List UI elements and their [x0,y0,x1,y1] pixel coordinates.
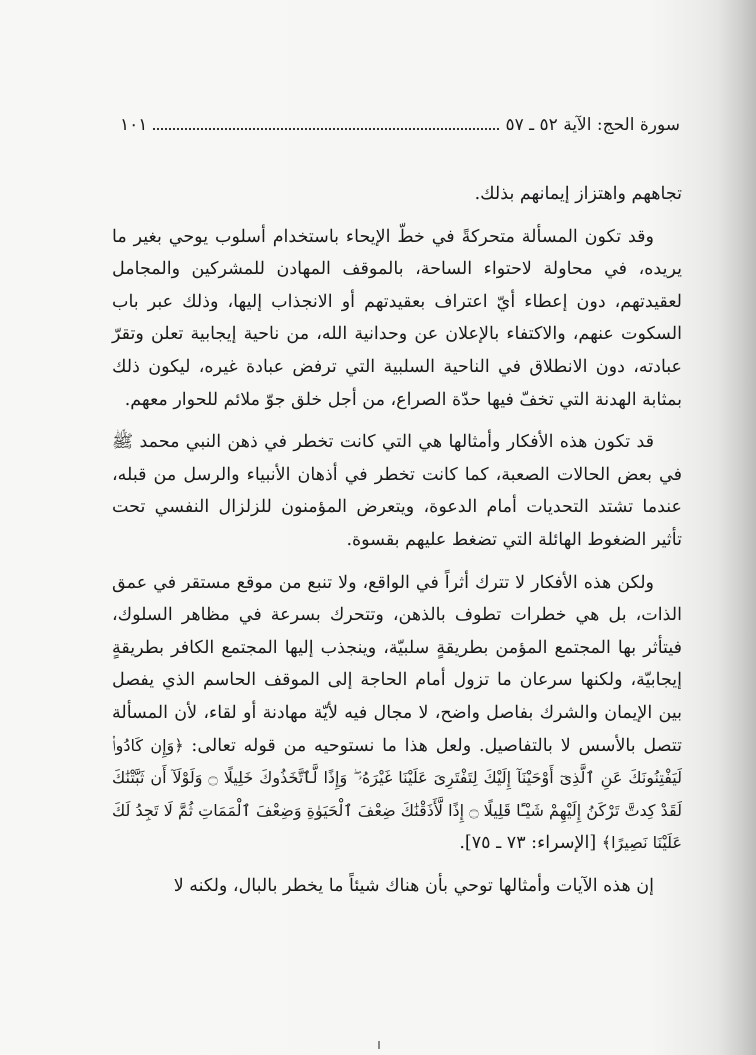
page-number: ١٠١ [120,115,148,135]
verse-citation: [الإسراء: ٧٣ ـ ٧٥]. [459,833,597,854]
paragraph-4-text: ولكن هذه الأفكار لا تترك أثراً في الواقع، ولا تنبع من موقع مستقر في عمق الذات، بل هي خطرات تطوف بالذهن، وتتحرك بسرعة في مظاهر السلوك، فيتأثر بها المجتمع المؤمن بطريقةٍ سلبيّة، وينجذب إليها المجتمع الكافر بطريقةٍ إيجابيّة، ولكنها سرعان ما تزول أمام الحاجة إلى الموقف الحاسم الذي يفصل بين الإيمان والشرك بفاصل واضح، لا مجال فيه لأيّة مهادنة أو لقاء، لأن المسألة تتصل بالأسس لا بالتفاصيل. ولعل هذا ما نستوحيه من قوله تعالى: [112,572,682,756]
paragraph-5: إن هذه الآيات وأمثالها توحي بأن هناك شيئاً ما يخطر بالبال، ولكنه لا [173,875,654,896]
quran-verse: ﴿وَإِن كَادُوا۟ لَيَفْتِنُونَكَ عَنِ ٱلَّذِىٓ أَوْحَيْنَآ إِلَيْكَ لِتَفْتَرِىَ عَلَيْنَا غَيْرَهُۥ ۖ وَإِذًا لَّٱتَّخَذُوكَ خَلِيلًا ۝ وَلَوْلَآ أَن ثَبَّتْنَٰكَ لَقَدْ كِدتَّ تَرْكَنُ إِلَيْهِمْ شَيْـًٔا قَلِيلًا ۝ إِذًا لَّأَذَقْنَٰكَ ضِعْفَ ٱلْحَيَوٰةِ وَضِعْفَ ٱلْمَمَاتِ ثُمَّ لَا تَجِدُ لَكَ عَلَيْنَا نَصِيرًا﴾ [112,735,682,853]
paragraph-3: قد تكون هذه الأفكار وأمثالها هي التي كانت تخطر في ذهن النبي محمد ﷺ في بعض الحالات الصعبة، كما كانت تخطر في أذهان الأنبياء والرسل من قبله، عندما تشتد التحديات أمام الدعوة، ويتعرض المؤمنون للزلزال النفسي تحت تأثير الضغوط الهائلة التي تضغط عليهم بقسوة. [112,432,682,550]
paragraph-1: تجاههم واهتزاز إيمانهم بذلك. [474,184,682,204]
running-title: سورة الحج: الآية ٥٢ ـ ٥٧ [505,115,680,135]
binding-shadow [718,0,756,1055]
page-body [112,178,682,912]
bottom-mark [378,1041,380,1049]
dotted-leader [153,128,499,130]
running-header [120,112,680,138]
paragraph-2: وقد تكون المسألة متحركةً في خطّ الإيحاء باستخدام أسلوب يوحي بغير ما يريده، في محاولة لاحتواء الساحة، بالموقف المهادن للمشركين والمجامل لعقيدتهم، دون إعطاء أيّ اعتراف بعقيدتهم أو الانجذاب إليها، وذلك عبر باب السكوت عنهم، والاكتفاء بالإعلان عن وحدانية الله، من ناحية إيجابية تعلن وتقرّ عبادته، دون الانطلاق في الناحية السلبية التي ترفض عبادة غيره، ليكون ذلك بمثابة الهدنة التي تخفّ فيها حدّة الصراع، من أجل خلق جوّ ملائم للحوار معهم. [112,226,682,410]
paragraph-4 [112,567,682,860]
